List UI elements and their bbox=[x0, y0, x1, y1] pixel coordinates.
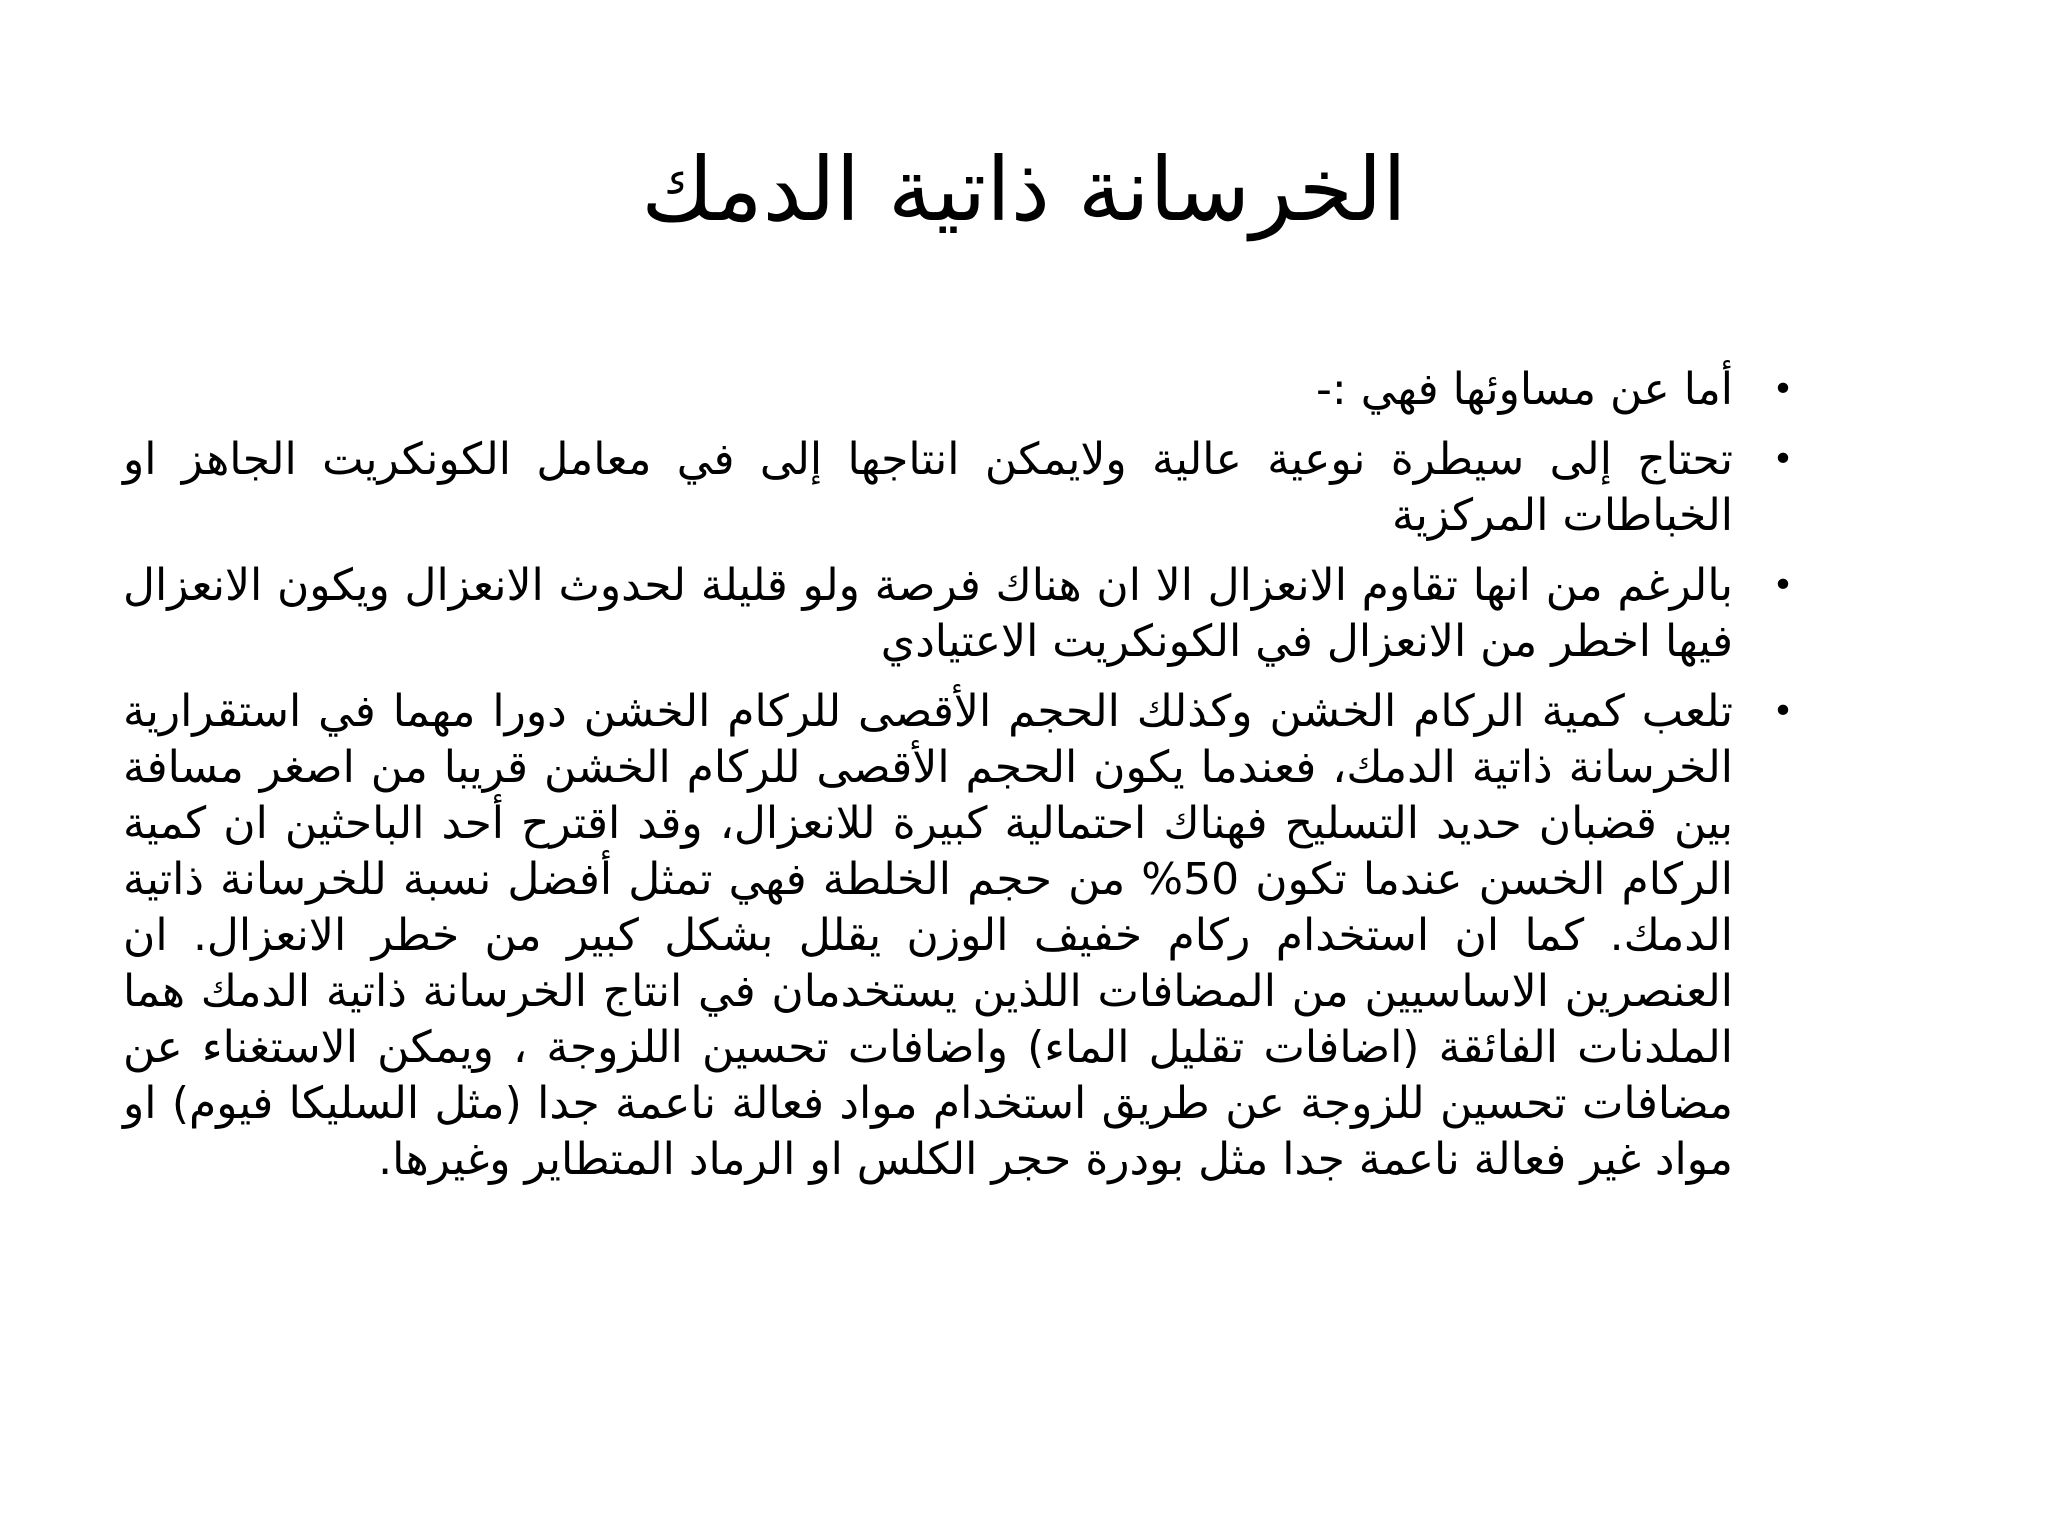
bullet-text: تلعب كمية الركام الخشن وكذلك الحجم الأقصى للركام الخشن دورا مهما في استقرارية الخرسانة ذاتية الدمك، فعندما يكون الحجم الأقصى للركام الخشن قريبا من اصغر مسافة بين قضبان حديد التسليح فهناك احتمالية كبيرة للانعزال، وقد اقترح أحد الباحثين ان كمية الركام الخسن عندما تكون 50% من حجم الخلطة فهي تمثل أفضل نسبة للخرسانة ذاتية الدمك. كما ان استخدام ركام خفيف الوزن يقلل بشكل كبير من خطر الانعزال. ان العنصرين الاساسيين من المضافات اللذين يستخدمان في انتاج الخرسانة ذاتية الدمك هما الملدنات الفائقة (اضافات تقليل الماء) واضافات تحسين اللزوجة ، ويمكن الاستغناء عن مضافات تحسين للزوجة عن طريق استخدام مواد فعالة ناعمة جدا (مثل السليكا فيوم) او مواد غير فعالة ناعمة جدا مثل بودرة حجر الكلس او الرماد المتطاير وغيرها. bbox=[123, 686, 1734, 1185]
bullet-text: تحتاج إلى سيطرة نوعية عالية ولايمكن انتاجها إلى في معامل الكونكريت الجاهز او الخباطات المركزية bbox=[123, 434, 1733, 541]
bullet-dot-icon: • bbox=[1772, 369, 1794, 410]
bullet-item-segregation bbox=[123, 558, 1803, 670]
bullet-dot-icon: • bbox=[1772, 439, 1794, 480]
slide-title: الخرسانة ذاتية الدمك bbox=[641, 138, 1407, 241]
bullet-item-disadvantages-intro bbox=[123, 362, 1803, 418]
bullet-item-quality-control bbox=[123, 432, 1803, 544]
bullet-item-coarse-aggregate bbox=[123, 684, 1803, 1188]
bullet-dot-icon: • bbox=[1772, 565, 1794, 606]
bullet-dot-icon: • bbox=[1772, 691, 1794, 732]
bullet-text: أما عن مساوئها فهي :- bbox=[1316, 364, 1733, 415]
bullet-list bbox=[123, 362, 1803, 1202]
bullet-text: بالرغم من انها تقاوم الانعزال الا ان هناك فرصة ولو قليلة لحدوث الانعزال ويكون الانعزال فيها اخطر من الانعزال في الكونكريت الاعتيادي bbox=[123, 560, 1733, 667]
